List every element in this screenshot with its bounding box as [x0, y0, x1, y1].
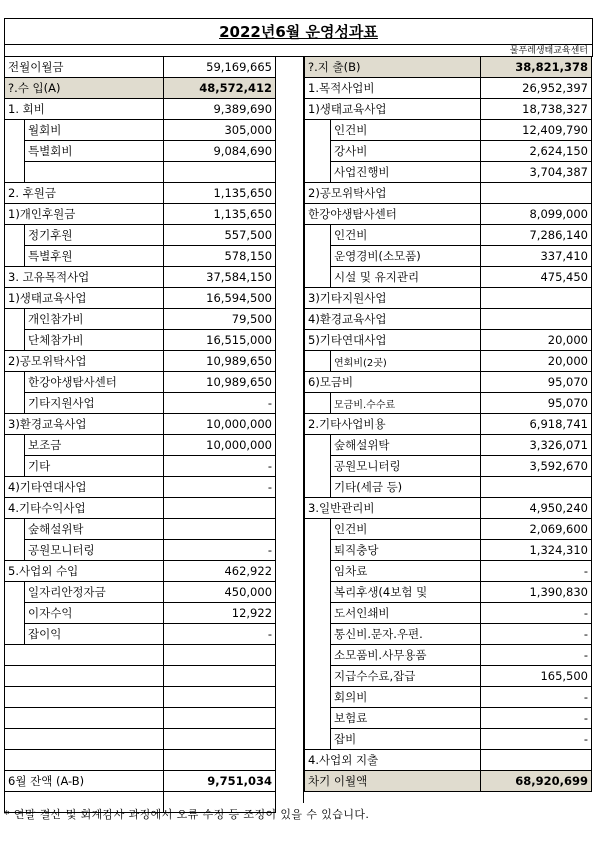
income-row-value: 450,000 — [164, 582, 276, 603]
expense-row-value: - — [481, 708, 592, 729]
expense-row-label: 잡비 — [331, 729, 481, 750]
expense-row — [305, 582, 592, 603]
income-row-label: 기타 — [25, 456, 164, 477]
expense-row-value: 165,500 — [481, 666, 592, 687]
footnote: * 연말 결산 및 회계감사 과정에서 오류 수정 등 조정이 있을 수 있습니다. — [4, 808, 370, 821]
expense-row-value: 2,069,600 — [481, 519, 592, 540]
income-row — [5, 435, 276, 456]
expense-row-label: 4.사업외 지출 — [305, 750, 481, 771]
expense-row-value — [481, 183, 592, 204]
expense-row-label: 복리후생(4보험 및 — [331, 582, 481, 603]
income-row-indent — [5, 393, 25, 414]
expense-row-label: 모금비.수수료 — [331, 393, 481, 414]
income-row-value: 10,000,000 — [164, 414, 276, 435]
income-row-value: 48,572,412 — [164, 78, 276, 99]
expense-row-value: 26,952,397 — [481, 78, 592, 99]
expense-row — [305, 435, 592, 456]
expense-row — [305, 771, 592, 792]
expense-row-label: 운영경비(소모품) — [331, 246, 481, 267]
income-row-label — [25, 162, 164, 183]
report-title — [4, 18, 593, 45]
income-row-value: 16,515,000 — [164, 330, 276, 351]
income-row-label: 단체참가비 — [25, 330, 164, 351]
income-row-indent — [5, 141, 25, 162]
income-row-label: 공원모니터링 — [25, 540, 164, 561]
income-row-label: 3)환경교육사업 — [5, 414, 164, 435]
expense-row-value: 7,286,140 — [481, 225, 592, 246]
expense-row-value: 8,099,000 — [481, 204, 592, 225]
expense-row-value: 3,704,387 — [481, 162, 592, 183]
income-row-label: 1)생태교육사업 — [5, 288, 164, 309]
expense-row-indent — [305, 624, 331, 645]
income-row-value: - — [164, 477, 276, 498]
income-row — [5, 225, 276, 246]
income-row-value: 10,000,000 — [164, 435, 276, 456]
expense-row — [305, 456, 592, 477]
expense-row — [305, 687, 592, 708]
expense-row-indent — [305, 582, 331, 603]
income-row — [5, 540, 276, 561]
income-row-indent — [5, 162, 25, 183]
income-row — [5, 666, 276, 687]
income-row-value — [164, 666, 276, 687]
income-row-label: 잡이익 — [25, 624, 164, 645]
income-row — [5, 498, 276, 519]
income-row-value: 59,169,665 — [164, 57, 276, 78]
expense-row-label: 4)환경교육사업 — [305, 309, 481, 330]
expense-row — [305, 267, 592, 288]
expense-row-label: 연회비(2곳) — [331, 351, 481, 372]
expense-row-value — [481, 288, 592, 309]
expense-row-value: 12,409,790 — [481, 120, 592, 141]
income-row-value: - — [164, 456, 276, 477]
income-row — [5, 456, 276, 477]
expense-row-value: - — [481, 645, 592, 666]
expense-row — [305, 372, 592, 393]
expense-row — [305, 57, 592, 78]
income-row — [5, 78, 276, 99]
expense-row-value: 475,450 — [481, 267, 592, 288]
income-row — [5, 288, 276, 309]
income-row — [5, 57, 276, 78]
income-row-label: 숲해설위탁 — [25, 519, 164, 540]
income-row-value: 9,389,690 — [164, 99, 276, 120]
income-table — [4, 56, 276, 813]
expense-row-label: 인건비 — [331, 519, 481, 540]
income-row-indent — [5, 435, 25, 456]
expense-row-label: 임차료 — [331, 561, 481, 582]
expense-row-label: 한강야생탐사센터 — [305, 204, 481, 225]
expense-row — [305, 309, 592, 330]
income-row-value — [164, 519, 276, 540]
income-row-value: 305,000 — [164, 120, 276, 141]
income-row — [5, 393, 276, 414]
expense-row-value: 6,918,741 — [481, 414, 592, 435]
income-row-indent — [5, 582, 25, 603]
expense-row-indent — [305, 603, 331, 624]
expense-row-value — [481, 477, 592, 498]
expense-row — [305, 666, 592, 687]
expense-row-indent — [305, 666, 331, 687]
expense-row-label: 공원모니터링 — [331, 456, 481, 477]
income-row-value — [164, 708, 276, 729]
income-row-indent — [5, 309, 25, 330]
income-row — [5, 183, 276, 204]
income-row-label: 개인참가비 — [25, 309, 164, 330]
expense-row-value: - — [481, 729, 592, 750]
expense-row-value: 18,738,327 — [481, 99, 592, 120]
expense-row — [305, 330, 592, 351]
income-row-value: 9,751,034 — [164, 771, 276, 792]
income-row-label: 2. 후원금 — [5, 183, 164, 204]
expense-row-label: 3)기타지원사업 — [305, 288, 481, 309]
expense-row-indent — [305, 141, 331, 162]
expense-row — [305, 246, 592, 267]
expense-row — [305, 183, 592, 204]
expense-row-indent — [305, 708, 331, 729]
expense-table — [304, 56, 592, 792]
income-row-value: 16,594,500 — [164, 288, 276, 309]
expense-row-value: 68,920,699 — [481, 771, 592, 792]
expense-row-label: 기타(세금 등) — [331, 477, 481, 498]
income-row-label: 1. 회비 — [5, 99, 164, 120]
income-row-label — [5, 750, 164, 771]
expense-row — [305, 645, 592, 666]
income-row-indent — [5, 120, 25, 141]
income-row-label: 이자수익 — [25, 603, 164, 624]
expense-row — [305, 141, 592, 162]
expense-row-label: 5)기타연대사업 — [305, 330, 481, 351]
expense-row-value: 20,000 — [481, 351, 592, 372]
expense-row — [305, 498, 592, 519]
expense-row — [305, 351, 592, 372]
income-row — [5, 708, 276, 729]
report-title-text: 2022년6월 운영성과표 — [219, 23, 378, 41]
income-row-indent — [5, 624, 25, 645]
expense-row — [305, 729, 592, 750]
income-row-indent — [5, 225, 25, 246]
income-row — [5, 99, 276, 120]
income-row-label: 보조금 — [25, 435, 164, 456]
expense-row-value: 1,390,830 — [481, 582, 592, 603]
expense-row-indent — [305, 267, 331, 288]
income-row-value: 10,989,650 — [164, 351, 276, 372]
expense-row-indent — [305, 687, 331, 708]
income-row — [5, 267, 276, 288]
expense-row-value: - — [481, 624, 592, 645]
income-row-label: 월회비 — [25, 120, 164, 141]
income-row-value: 9,084,690 — [164, 141, 276, 162]
income-row-indent — [5, 540, 25, 561]
expense-row-value: 95,070 — [481, 372, 592, 393]
income-row — [5, 372, 276, 393]
income-row-label — [5, 687, 164, 708]
income-row — [5, 141, 276, 162]
expense-row — [305, 603, 592, 624]
expense-row — [305, 519, 592, 540]
income-row-indent — [5, 330, 25, 351]
expense-row-value: - — [481, 603, 592, 624]
expense-row-label: 통신비.문자.우편. — [331, 624, 481, 645]
income-row-label: 3. 고유목적사업 — [5, 267, 164, 288]
income-row-value — [164, 162, 276, 183]
expense-row-indent — [305, 120, 331, 141]
expense-row-value: 4,950,240 — [481, 498, 592, 519]
expense-row — [305, 561, 592, 582]
expense-row-label: 3.일반관리비 — [305, 498, 481, 519]
expense-row-indent — [305, 477, 331, 498]
income-row — [5, 561, 276, 582]
expense-row — [305, 78, 592, 99]
expense-row — [305, 477, 592, 498]
expense-row-label: 차기 이월액 — [305, 771, 481, 792]
income-row — [5, 519, 276, 540]
income-row-label: 4.기타수익사업 — [5, 498, 164, 519]
income-row-label: ?.수 입(A) — [5, 78, 164, 99]
income-row-value: - — [164, 624, 276, 645]
expense-row-value: 2,624,150 — [481, 141, 592, 162]
expense-row-label: 1.목적사업비 — [305, 78, 481, 99]
org-name-text: 물푸레생태교육센터 — [509, 46, 588, 56]
expense-row-indent — [305, 540, 331, 561]
expense-row-value: - — [481, 687, 592, 708]
expense-row-label: 2)공모위탁사업 — [305, 183, 481, 204]
income-row-label: 2)공모위탁사업 — [5, 351, 164, 372]
income-row-label — [5, 729, 164, 750]
income-row — [5, 120, 276, 141]
expense-row-value: - — [481, 561, 592, 582]
expense-row-indent — [305, 393, 331, 414]
expense-row-value: 20,000 — [481, 330, 592, 351]
income-row-label: 5.사업외 수입 — [5, 561, 164, 582]
income-row-label: 전월이월금 — [5, 57, 164, 78]
expense-row — [305, 204, 592, 225]
expense-row-indent — [305, 225, 331, 246]
expense-row-value: 1,324,310 — [481, 540, 592, 561]
expense-row-value — [481, 309, 592, 330]
income-row-label: 정기후원 — [25, 225, 164, 246]
income-row-value: - — [164, 393, 276, 414]
column-gap — [275, 56, 304, 804]
income-row-label — [5, 708, 164, 729]
expense-row-indent — [305, 729, 331, 750]
income-row-value: 79,500 — [164, 309, 276, 330]
expense-row-label: 도서인쇄비 — [331, 603, 481, 624]
expense-row-label: 인건비 — [331, 225, 481, 246]
expense-row-value — [481, 750, 592, 771]
income-row-indent — [5, 519, 25, 540]
income-row-value — [164, 750, 276, 771]
gap-divider-left — [275, 56, 276, 803]
income-row-value: - — [164, 540, 276, 561]
expense-row — [305, 540, 592, 561]
income-row — [5, 750, 276, 771]
expense-row-label: 퇴직충당 — [331, 540, 481, 561]
expense-row-value: 38,821,378 — [481, 57, 592, 78]
expense-row — [305, 414, 592, 435]
income-row-label: 6월 잔액 (A-B) — [5, 771, 164, 792]
expense-row-label: 지급수수료,잡급 — [331, 666, 481, 687]
expense-row-indent — [305, 246, 331, 267]
expense-row-indent — [305, 435, 331, 456]
expense-row-label: 1)생태교육사업 — [305, 99, 481, 120]
expense-row — [305, 225, 592, 246]
expense-row-label: 소모품비.사무용품 — [331, 645, 481, 666]
expense-row-indent — [305, 519, 331, 540]
income-row-label — [5, 666, 164, 687]
income-row — [5, 687, 276, 708]
expense-row-label: 2.기타사업비용 — [305, 414, 481, 435]
expense-row — [305, 120, 592, 141]
expense-row — [305, 624, 592, 645]
income-row — [5, 582, 276, 603]
expense-row-indent — [305, 162, 331, 183]
expense-row-value: 95,070 — [481, 393, 592, 414]
expense-row-label: ?.지 출(B) — [305, 57, 481, 78]
income-row-label: 1)개인후원금 — [5, 204, 164, 225]
income-row-label: 4)기타연대사업 — [5, 477, 164, 498]
income-row-label: 기타지원사업 — [25, 393, 164, 414]
income-row-label: 특별회비 — [25, 141, 164, 162]
income-row-value — [164, 687, 276, 708]
expense-row — [305, 288, 592, 309]
income-row — [5, 771, 276, 792]
expense-row-value: 3,326,071 — [481, 435, 592, 456]
income-row-value: 462,922 — [164, 561, 276, 582]
income-row-label: 특별후원 — [25, 246, 164, 267]
income-row-indent — [5, 246, 25, 267]
expense-row-indent — [305, 561, 331, 582]
expense-row — [305, 162, 592, 183]
income-row — [5, 603, 276, 624]
income-row-value: 578,150 — [164, 246, 276, 267]
income-row — [5, 729, 276, 750]
income-row-value: 12,922 — [164, 603, 276, 624]
income-row-indent — [5, 456, 25, 477]
income-row-value — [164, 729, 276, 750]
income-row — [5, 246, 276, 267]
income-row — [5, 162, 276, 183]
income-row-value — [164, 498, 276, 519]
income-row — [5, 309, 276, 330]
expense-row-label: 강사비 — [331, 141, 481, 162]
expense-row-label: 인건비 — [331, 120, 481, 141]
expense-row-label: 사업진행비 — [331, 162, 481, 183]
income-row — [5, 351, 276, 372]
income-row-value: 10,989,650 — [164, 372, 276, 393]
income-row — [5, 477, 276, 498]
expense-row-indent — [305, 645, 331, 666]
expense-row-label: 회의비 — [331, 687, 481, 708]
expense-row-label: 숲해설위탁 — [331, 435, 481, 456]
expense-row-value: 3,592,670 — [481, 456, 592, 477]
income-row — [5, 330, 276, 351]
income-row-value: 557,500 — [164, 225, 276, 246]
income-row-value: 1,135,650 — [164, 204, 276, 225]
income-row-indent — [5, 603, 25, 624]
income-row — [5, 414, 276, 435]
income-row-value — [164, 645, 276, 666]
expense-row-indent — [305, 351, 331, 372]
expense-row-indent — [305, 456, 331, 477]
income-row-value: 1,135,650 — [164, 183, 276, 204]
expense-row — [305, 393, 592, 414]
income-row-indent — [5, 372, 25, 393]
income-row — [5, 624, 276, 645]
expense-row-label: 보험료 — [331, 708, 481, 729]
income-row-label: 한강야생탐사센터 — [25, 372, 164, 393]
expense-row-label: 시설 및 유지관리 — [331, 267, 481, 288]
income-row — [5, 645, 276, 666]
expense-row-label: 6)모금비 — [305, 372, 481, 393]
expense-row — [305, 750, 592, 771]
income-row — [5, 204, 276, 225]
expense-row-value: 337,410 — [481, 246, 592, 267]
income-row-label: 일자리안정자금 — [25, 582, 164, 603]
expense-row — [305, 99, 592, 120]
income-row-value: 37,584,150 — [164, 267, 276, 288]
income-row-label — [5, 645, 164, 666]
expense-row — [305, 708, 592, 729]
